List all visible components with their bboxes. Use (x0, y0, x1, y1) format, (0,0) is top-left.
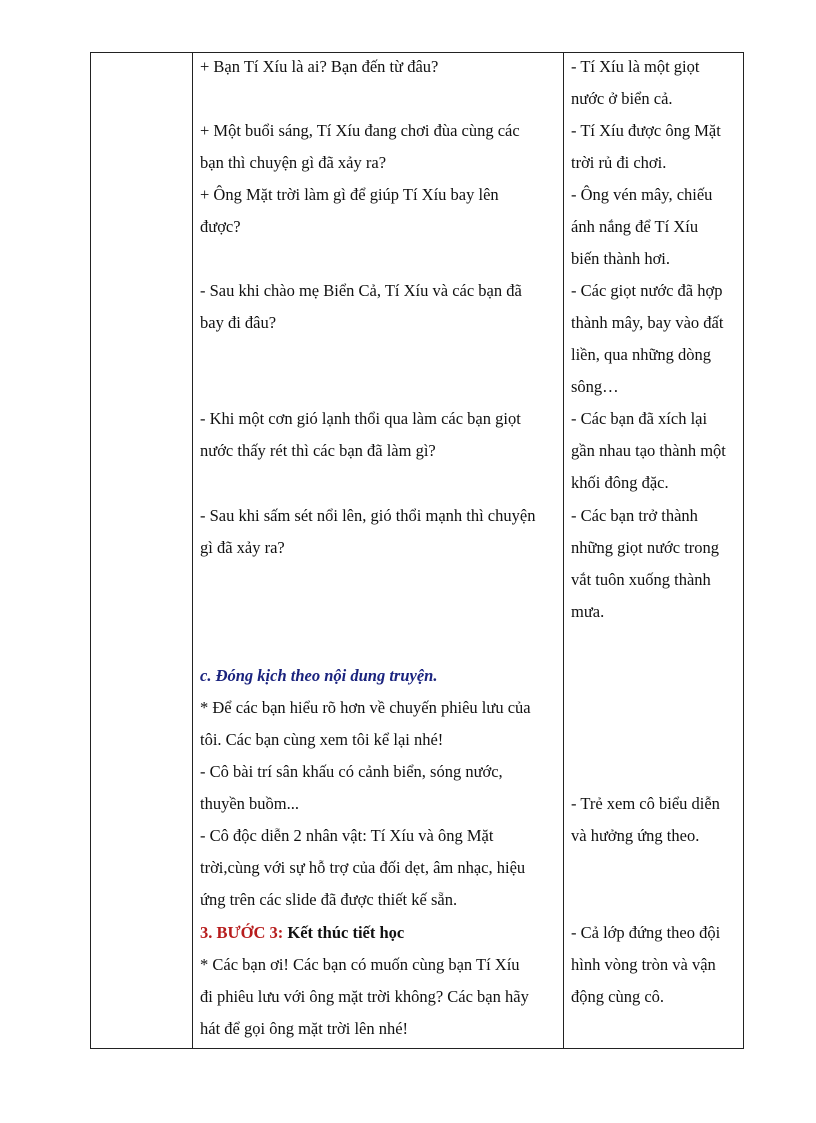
question-line: - Sau khi sấm sét nổi lên, gió thổi mạnh thì chuyện (200, 506, 536, 525)
question-line: - Sau khi chào mẹ Biển Cả, Tí Xíu và các bạn đã (200, 281, 522, 300)
response-line: - Cả lớp đứng theo đội (571, 923, 721, 942)
section-c-line: thuyền buồm... (200, 794, 299, 813)
step3-line: đi phiêu lưu với ông mặt trời không? Các bạn hãy (200, 987, 529, 1006)
column-divider-right (563, 53, 564, 1048)
response-line: thành mây, bay vào đất (571, 313, 724, 332)
response-line: ánh nắng để Tí Xíu (571, 217, 699, 236)
step3-line: * Các bạn ơi! Các bạn có muốn cùng bạn Tí Xíu (200, 955, 520, 974)
question-line: + Một buổi sáng, Tí Xíu đang chơi đùa cùng các (200, 121, 520, 140)
response-line: - Các bạn trở thành (571, 506, 698, 525)
response-line: gần nhau tạo thành một (571, 441, 726, 460)
response-line: khối đông đặc. (571, 473, 669, 492)
response-line: sông… (571, 377, 619, 396)
section-c-line: - Cô độc diễn 2 nhân vật: Tí Xíu và ông Mặt (200, 826, 494, 845)
response-line: những giọt nước trong (571, 538, 720, 557)
response-line: hình vòng tròn và vận (571, 955, 716, 974)
section-c-line: - Cô bài trí sân khấu có cảnh biển, sóng nước, (200, 762, 503, 781)
step3-heading (200, 923, 404, 943)
response-line: - Ông vén mây, chiếu (571, 185, 713, 204)
response-line: vắt tuôn xuống thành (571, 570, 711, 589)
question-line: được? (200, 217, 241, 236)
response-line: động cùng cô. (571, 987, 665, 1006)
response-line: - Các giọt nước đã hợp (571, 281, 723, 300)
response-line: - Trẻ xem cô biểu diễn (571, 794, 720, 813)
section-c-line: tôi. Các bạn cùng xem tôi kể lại nhé! (200, 730, 444, 749)
question-line: bay đi đâu? (200, 313, 277, 332)
question-line: + Ông Mặt trời làm gì để giúp Tí Xíu bay lên (200, 185, 499, 204)
section-c-heading: c. Đóng kịch theo nội dung truyện. (200, 666, 438, 685)
response-line: nước ở biển cả. (571, 89, 673, 108)
lesson-plan-table (90, 52, 744, 1049)
column-divider-left (192, 53, 193, 1048)
response-line: biến thành hơi. (571, 249, 670, 268)
section-c-line: trời,cùng với sự hỗ trợ của đối dẹt, âm nhạc, hiệu (200, 858, 526, 877)
question-line: nước thấy rét thì các bạn đã làm gì? (200, 441, 436, 460)
section-c-line: * Để các bạn hiểu rõ hơn về chuyến phiêu lưu của (200, 698, 531, 717)
question-line: bạn thì chuyện gì đã xảy ra? (200, 153, 387, 172)
question-line: + Bạn Tí Xíu là ai? Bạn đến từ đâu? (200, 57, 439, 76)
question-line: - Khi một cơn gió lạnh thổi qua làm các bạn giọt (200, 409, 521, 428)
response-line: trời rủ đi chơi. (571, 153, 667, 172)
step3-number: 3. BƯỚC 3: (200, 923, 284, 942)
response-line: - Các bạn đã xích lại (571, 409, 708, 428)
response-line: mưa. (571, 602, 605, 621)
section-c-line: ứng trên các slide đã được thiết kế sẵn. (200, 890, 458, 909)
question-line: gì đã xảy ra? (200, 538, 285, 557)
response-line: liền, qua những dòng (571, 345, 712, 364)
step3-line: hát để gọi ông mặt trời lên nhé! (200, 1019, 409, 1038)
response-line: - Tí Xíu là một giọt (571, 57, 700, 76)
response-line: - Tí Xíu được ông Mặt (571, 121, 721, 140)
step3-title: Kết thúc tiết học (283, 923, 405, 942)
response-line: và hưởng ứng theo. (571, 826, 700, 845)
